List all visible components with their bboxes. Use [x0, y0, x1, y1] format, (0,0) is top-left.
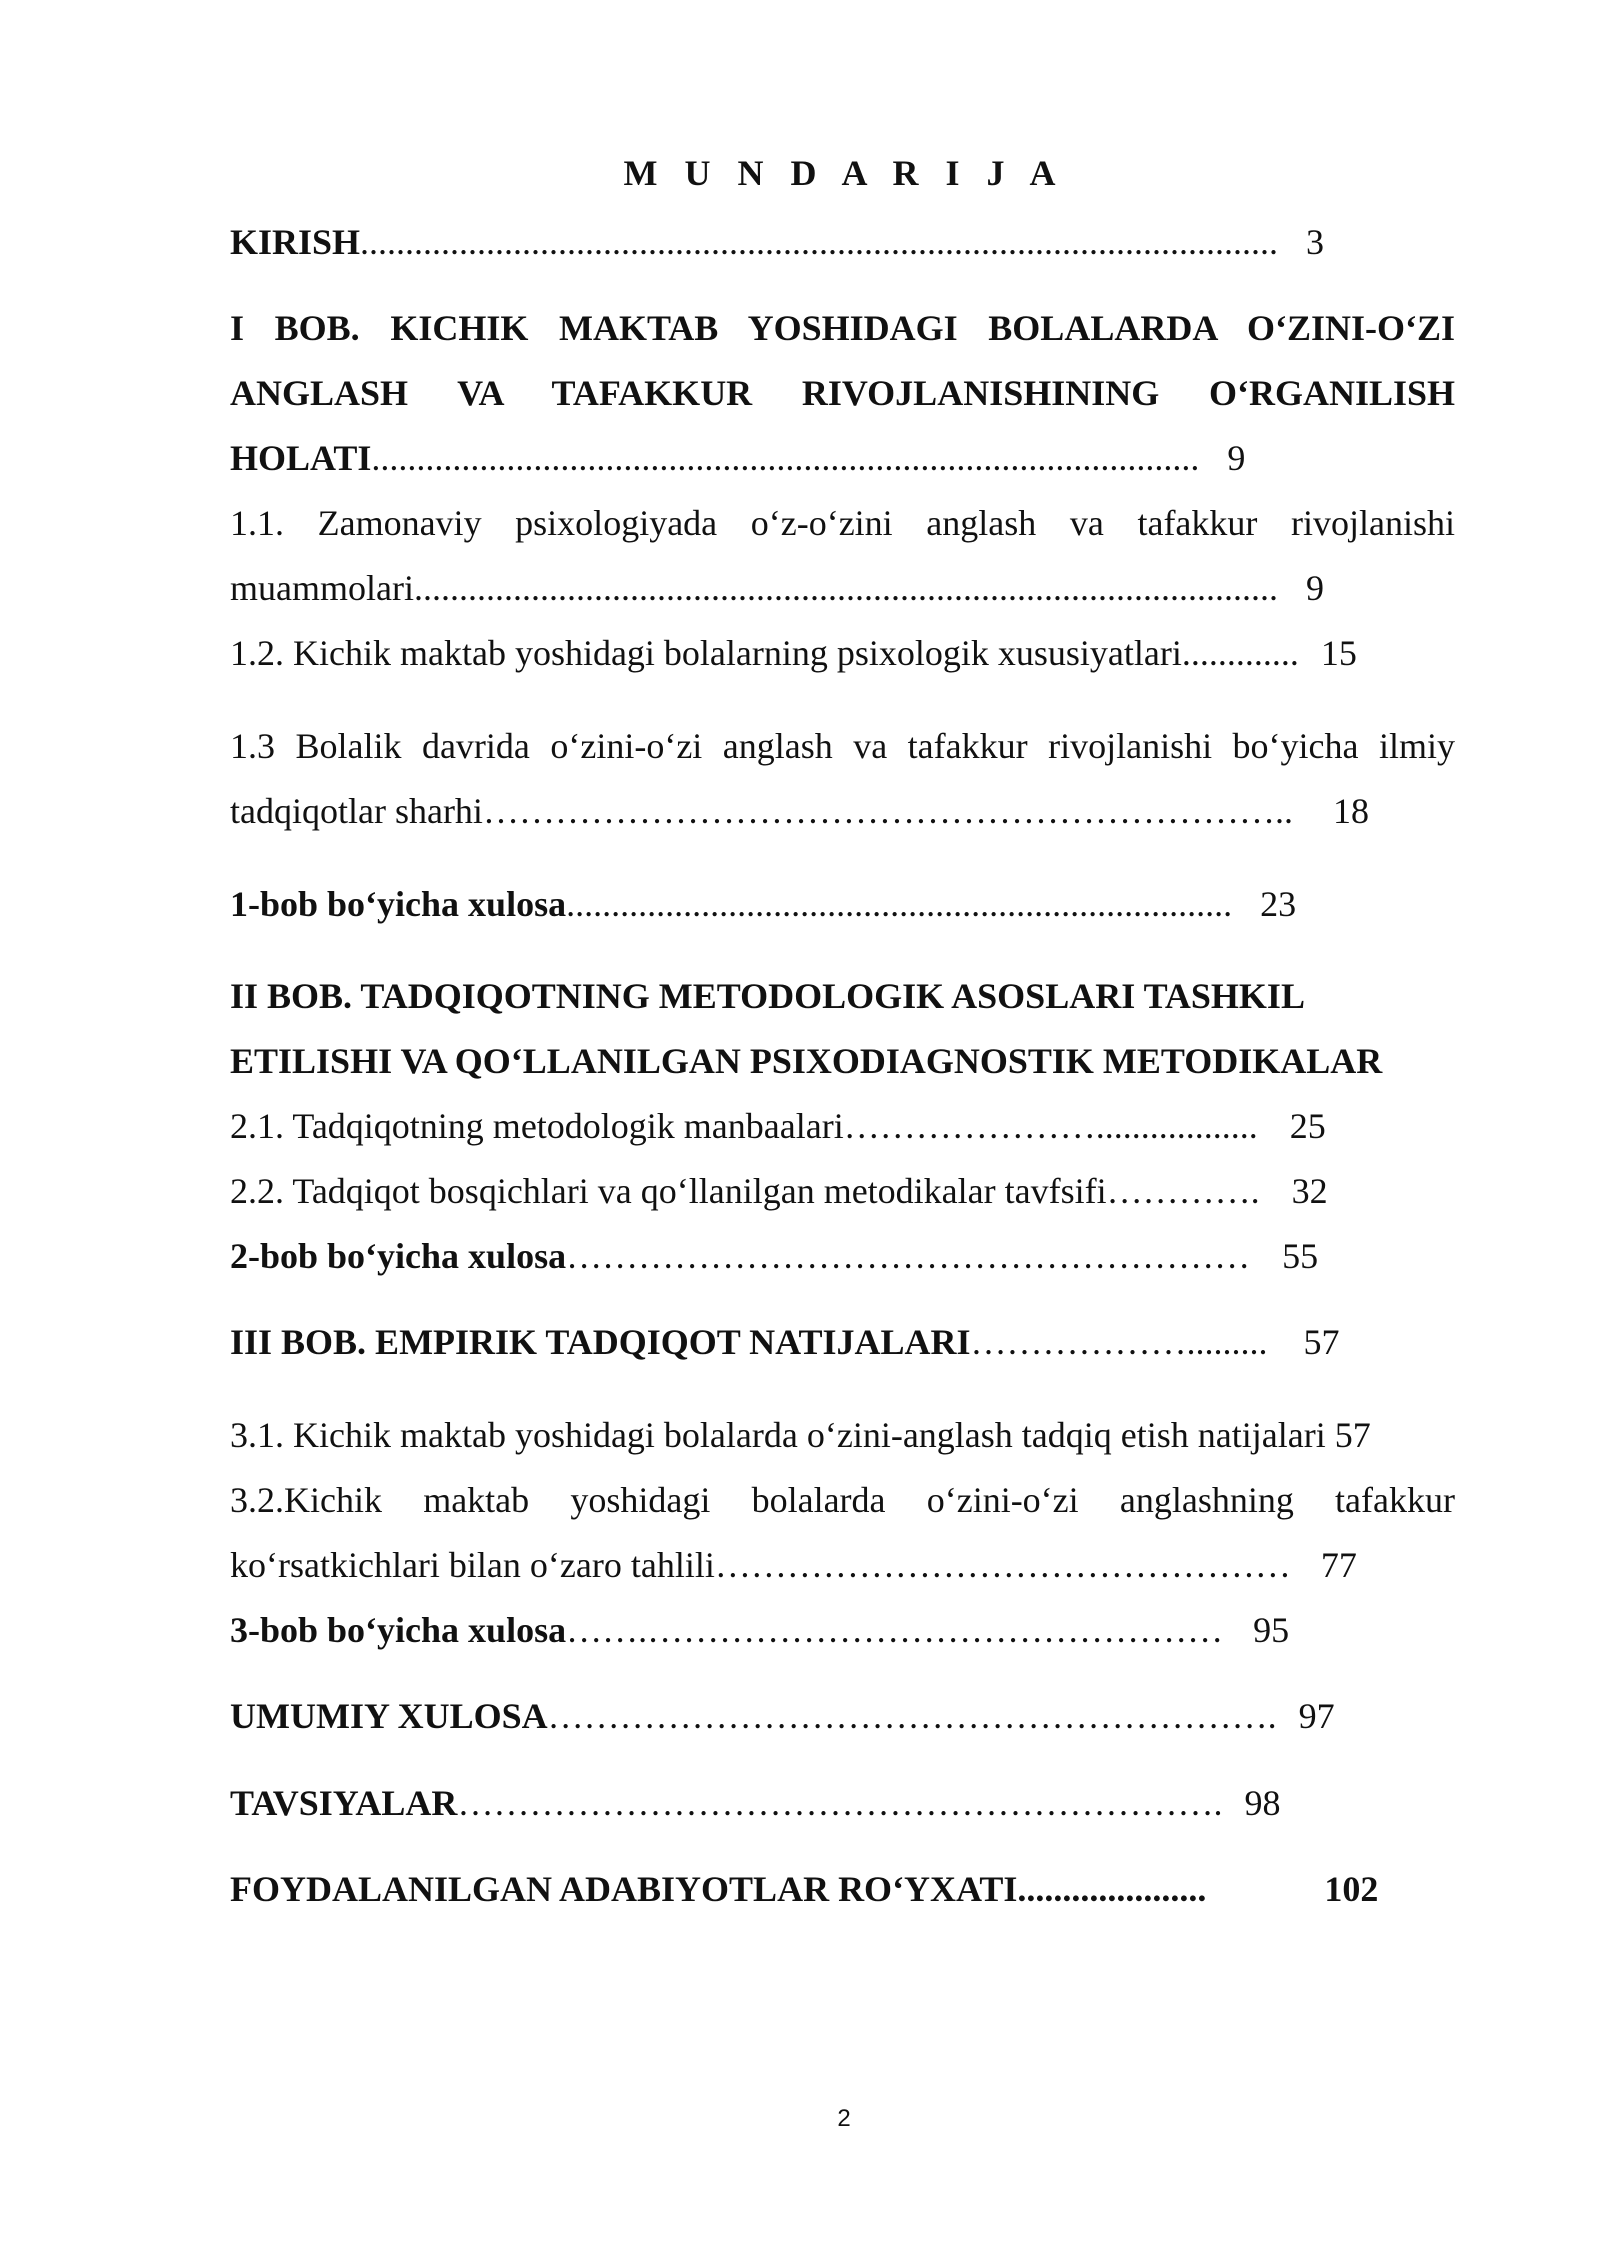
toc-page-number: 18: [1332, 791, 1369, 831]
toc-chapter-2-line-2: ETILISHI VA QO‘LLANILGAN PSIXODIAGNOSTIK METODIKALAR: [230, 1041, 1383, 1081]
toc-leader: ……………….........: [970, 1322, 1268, 1362]
toc-page-number: 25: [1289, 1106, 1326, 1146]
toc-entry-text: HOLATI: [230, 438, 372, 478]
toc-entry-section-1-1: [230, 566, 1455, 610]
toc-page-number: 77: [1320, 1545, 1357, 1585]
toc-page-number: 57: [1303, 1322, 1340, 1362]
page-title: M U N D A R I J A: [623, 153, 1065, 193]
toc-leader: ............................................................................................: [371, 438, 1200, 478]
toc-leader: …………………………………………: [714, 1545, 1291, 1585]
toc-leader: ……………………………………………………….: [457, 1783, 1223, 1823]
toc-entry-text: tadqiqotlar sharhi: [230, 791, 483, 831]
toc-entry-text: UMUMIY XULOSA: [230, 1696, 548, 1736]
toc-section-1-1-line-1: 1.1. Zamonaviy psixologiyada o‘z-o‘zini anglash va tafakkur rivojlanishi: [230, 503, 1455, 543]
toc-page-number: 95: [1253, 1610, 1290, 1650]
toc-entry-text: ko‘rsatkichlari bilan o‘zaro tahlili: [230, 1545, 715, 1585]
toc-leader: …………………………………………………: [566, 1236, 1251, 1276]
toc-page-number: 98: [1244, 1783, 1281, 1823]
toc-entry-chapter-1: [230, 436, 1455, 480]
toc-leader: ………….: [1106, 1171, 1260, 1211]
toc-entry-section-2-2: [230, 1169, 1455, 1213]
toc-page-number: 15: [1320, 633, 1357, 673]
toc-entry-chapter-3: [230, 1320, 1455, 1364]
toc-entry-kirish: [230, 220, 1455, 264]
toc-leader: .............: [1181, 633, 1299, 673]
page-number-footer: 2: [837, 2105, 851, 2132]
toc-page-number: 55: [1282, 1236, 1319, 1276]
toc-entry-chapter-1-summary: [230, 882, 1455, 926]
toc-leader: …….…………………………………………: [566, 1610, 1224, 1650]
toc-entry-references: [230, 1867, 1455, 1911]
toc-page-number: 102: [1324, 1869, 1379, 1909]
toc-entry-text: KIRISH: [230, 222, 361, 262]
toc-entry-chapter-2-summary: [230, 1234, 1455, 1278]
toc-chapter-1-line-1: I BOB. KICHIK MAKTAB YOSHIDAGI BOLALARDA O‘ZINI-O‘ZI: [230, 308, 1455, 348]
toc-entry-section-1-2: [230, 631, 1455, 675]
toc-entry-general-conclusion: [230, 1694, 1455, 1738]
toc-chapter-2-line-1: II BOB. TADQIQOTNING METODOLOGIK ASOSLARI TASHKIL: [230, 976, 1305, 1016]
toc-chapter-1-line-2: ANGLASH VA TAFAKKUR RIVOJLANISHINING O‘RGANILISH: [230, 373, 1455, 413]
toc-leader: …………………………………………………….: [547, 1696, 1277, 1736]
toc-entry-text: 1-bob bo‘yicha xulosa: [230, 884, 567, 924]
toc-leader: ................................................................................................: [413, 568, 1278, 608]
toc-entry-text: III BOB. EMPIRIK TADQIQOT NATIJALARI: [230, 1322, 971, 1362]
toc-entry-text: 2.2. Tadqiqot bosqichlari va qo‘llanilgan metodikalar tavfsifi: [230, 1171, 1107, 1211]
toc-leader: ......................................................................................................: [360, 222, 1279, 262]
toc-page-number: 23: [1260, 884, 1297, 924]
toc-entry-section-1-3: [230, 789, 1455, 833]
toc-section-1-3-line-1: 1.3 Bolalik davrida o‘zini-o‘zi anglash va tafakkur rivojlanishi bo‘yicha ilmiy: [230, 726, 1455, 766]
toc-entry-text: 3-bob bo‘yicha xulosa: [230, 1610, 567, 1650]
toc-page-number: 3: [1306, 222, 1325, 262]
toc-leader: …………………………………………………………..: [482, 791, 1293, 831]
toc-entry-recommendations: [230, 1781, 1455, 1825]
toc-entry-text: 2.1. Tadqiqotning metodologik manbaalari: [230, 1106, 844, 1146]
toc-leader: …………………..................: [843, 1106, 1258, 1146]
toc-entry-text: 1.2. Kichik maktab yoshidagi bolalarning psixologik xususiyatlari: [230, 633, 1182, 673]
toc-entry-text: TAVSIYALAR: [230, 1783, 458, 1823]
toc-page-number: 97: [1298, 1696, 1335, 1736]
toc-entry-section-2-1: [230, 1104, 1455, 1148]
toc-page-number: 32: [1291, 1171, 1328, 1211]
toc-leader: ..........................................................................: [566, 884, 1233, 924]
toc-entry-text: 2-bob bo‘yicha xulosa: [230, 1236, 567, 1276]
toc-leader: .....................: [1017, 1869, 1207, 1909]
toc-entry-chapter-3-summary: [230, 1608, 1455, 1652]
toc-entry-text: muammolari: [230, 568, 414, 608]
toc-entry-text: FOYDALANILGAN ADABIYOTLAR RO‘YXATI: [230, 1869, 1018, 1909]
toc-entry-section-3-1: 3.1. Kichik maktab yoshidagi bolalarda o‘zini-anglash tadqiq etish natijalari 57: [230, 1415, 1371, 1455]
toc-page-number: 9: [1305, 568, 1324, 608]
toc-page-number: 9: [1227, 438, 1246, 478]
toc-section-3-2-line-1: 3.2.Kichik maktab yoshidagi bolalarda o‘zini-o‘zi anglashning tafakkur: [230, 1480, 1455, 1520]
toc-entry-section-3-2: [230, 1543, 1455, 1587]
